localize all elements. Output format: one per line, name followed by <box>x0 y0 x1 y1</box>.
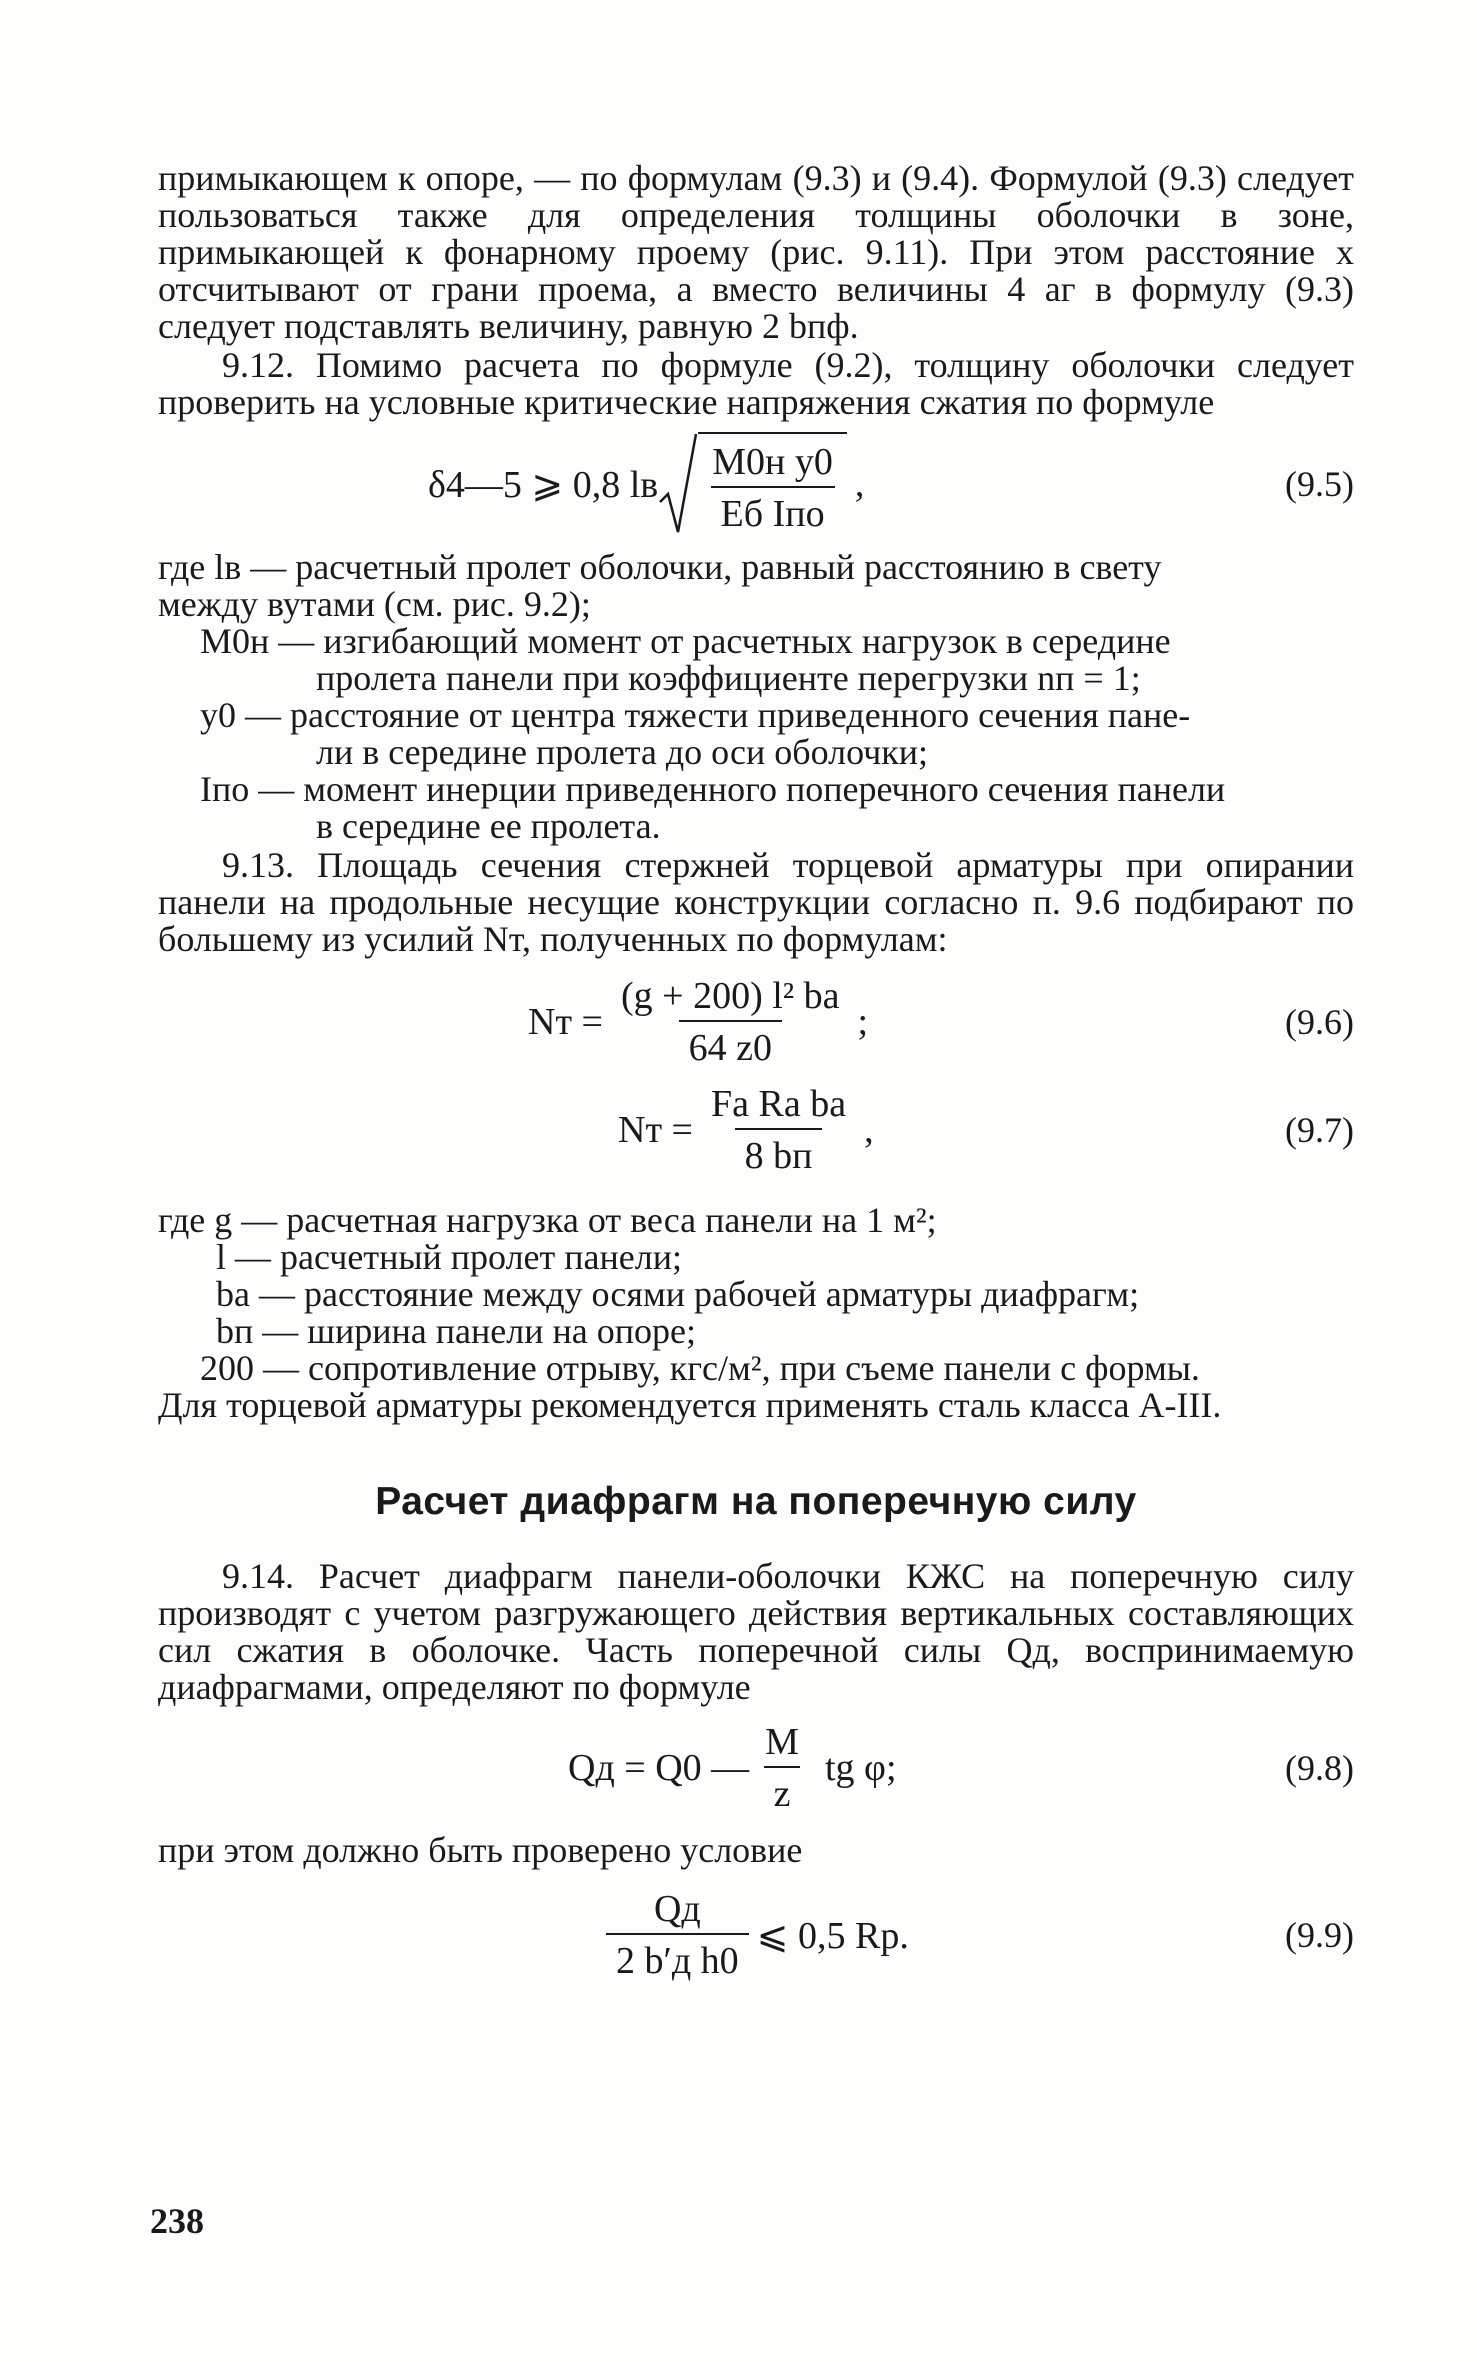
eq-9-8-tail: tg φ; <box>824 1747 897 1789</box>
definitions-9-5 <box>158 549 1354 845</box>
def-term: bа — <box>216 1274 295 1314</box>
def-cont: между вутами (см. рис. 9.2); <box>158 584 591 624</box>
paragraph-9-13: 9.13. Площадь сечения стержней торцевой арматуры при опирании панели на продольные несущие конструкции согласно п. 9.6 подбирают по большему из усилий Nт, полученных по формулам: <box>158 845 1354 959</box>
def-cont: пролета панели при коэффициенте перегрузки nп = 1; <box>316 658 1141 698</box>
def-text: расстояние от центра тяжести приведенного сечения пане- <box>290 695 1191 735</box>
definition-g <box>158 1202 1354 1239</box>
definition-bp <box>158 1313 1354 1350</box>
eq-9-9-numerator: Qд <box>653 1888 701 1930</box>
def-term: где g — <box>158 1200 278 1240</box>
paragraph-steel: Для торцевой арматуры рекомендуется применять сталь класса А-III. <box>158 1385 1222 1425</box>
def-text: момент инерции приведенного поперечного сечения панели <box>303 769 1226 809</box>
eq-9-9-label: (9.9) <box>1285 1915 1354 1955</box>
eq-9-6-denominator: 64 z0 <box>679 1020 782 1070</box>
def-text: изгибающий момент от расчетных нагрузок в середине <box>323 621 1171 661</box>
eq-9-7-lhs: Nт = <box>618 1109 693 1151</box>
def-term: l — <box>216 1237 272 1277</box>
def-text: расчетная нагрузка от веса панели на 1 м²; <box>286 1200 937 1240</box>
equation-9-7 <box>158 1076 1354 1184</box>
eq-9-5-denominator: Eб Iпо <box>711 486 835 536</box>
eq-9-5-numerator: M0н y0 <box>712 441 833 483</box>
eq-9-7-tail: , <box>864 1109 874 1151</box>
paragraph-intro: примыкающем к опоре, — по формулам (9.3) и (9.4). Формулой (9.3) следует пользоваться также для определения толщины оболочки в зоне, примыкающей к фонарному проему (рис. 9.11). При этом расстояние x отсчитывают от грани проема, а вместо величины 4 aг в формулу (9.3) следует подставлять величину, равную 2 bпф. <box>158 158 1354 346</box>
page-number: 238 <box>150 2201 204 2241</box>
def-term: y0 — <box>200 695 281 735</box>
eq-9-6-numerator: (g + 200) l² bа <box>620 975 840 1017</box>
equation-9-9 <box>158 1879 1354 1991</box>
eq-9-9-tail: ⩽ 0,5 Rр. <box>756 1914 909 1957</box>
definition-ipo <box>158 771 1354 845</box>
def-term: Iпо — <box>200 769 295 809</box>
sqrt-sign <box>658 432 847 536</box>
eq-9-7-label: (9.7) <box>1285 1110 1354 1150</box>
eq-9-8-numerator: M <box>765 1721 799 1763</box>
paragraph-9-14: 9.14. Расчет диафрагм панели-оболочки КЖС на поперечную силу производят с учетом разгружающего действия вертикальных составляющих сил сжатия в оболочке. Часть поперечной силы Qд, воспринимаемую диафрагмами, определяют по формуле <box>158 1556 1354 1707</box>
paragraph-condition: при этом должно быть проверено условие <box>158 1830 803 1870</box>
def-text: расчетный пролет оболочки, равный расстоянию в свету <box>295 547 1162 587</box>
def-text: сопротивление отрыву, кгс/м², при съеме панели с формы. <box>308 1348 1200 1388</box>
eq-9-9-denominator: 2 b′д h0 <box>606 1933 749 1983</box>
def-term: где lв — <box>158 547 287 587</box>
eq-9-6-lhs: Nт = <box>528 1001 603 1043</box>
def-text: ширина панели на опоре; <box>307 1311 696 1351</box>
equation-9-6 <box>158 968 1354 1076</box>
page-content <box>158 160 1354 1991</box>
def-cont: в середине ее пролета. <box>316 806 661 846</box>
definition-l <box>158 1239 1354 1276</box>
def-text: расчетный пролет панели; <box>280 1237 682 1277</box>
eq-9-7-numerator: Fа Rа bа <box>710 1083 847 1125</box>
def-term: 200 — <box>200 1348 299 1388</box>
eq-9-8-denominator: z <box>764 1766 801 1816</box>
equation-9-8 <box>158 1712 1354 1824</box>
eq-9-5-label: (9.5) <box>1285 464 1354 504</box>
def-term: bп — <box>216 1311 299 1351</box>
eq-9-6-label: (9.6) <box>1285 1002 1354 1042</box>
def-cont: ли в середине пролета до оси оболочки; <box>316 732 929 772</box>
section-heading: Расчет диафрагм на поперечную силу <box>375 1480 1137 1523</box>
eq-9-5-tail: , <box>854 463 865 505</box>
def-term: M0н — <box>200 621 315 661</box>
eq-9-5-lhs: δ4—5 ⩾ 0,8 lв <box>428 463 659 506</box>
eq-9-7-denominator: 8 bп <box>735 1128 823 1178</box>
equation-9-5 <box>158 425 1354 543</box>
eq-9-8-lhs: Qд = Q0 — <box>568 1747 750 1789</box>
definition-lv <box>158 549 1354 623</box>
definitions-9-7 <box>158 1202 1354 1387</box>
definition-m0 <box>158 623 1354 697</box>
eq-9-8-label: (9.8) <box>1285 1748 1354 1788</box>
definition-200 <box>158 1350 1354 1387</box>
definition-y0 <box>158 697 1354 771</box>
def-text: расстояние между осями рабочей арматуры диафрагм; <box>303 1274 1140 1314</box>
definition-ba <box>158 1276 1354 1313</box>
eq-9-6-tail: ; <box>857 1001 869 1043</box>
paragraph-9-12: 9.12. Помимо расчета по формуле (9.2), толщину оболочки следует проверить на условные критические напряжения сжатия по формуле <box>158 345 1354 422</box>
